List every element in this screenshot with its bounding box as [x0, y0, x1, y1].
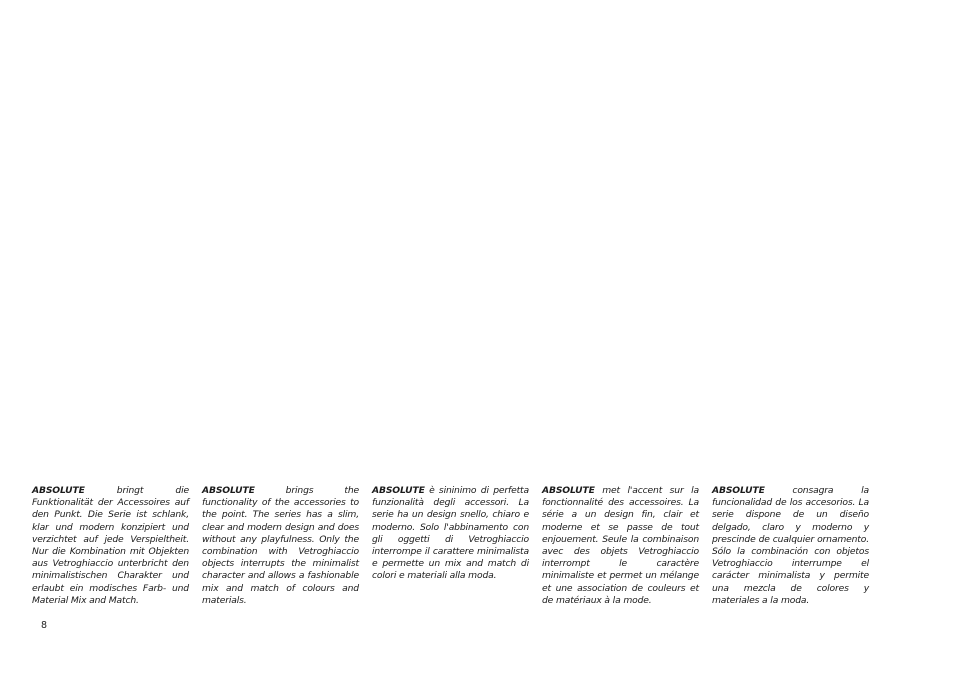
column-text: consagra la funcionalidad de los accesorios. La serie dispone de un diseño delgado, claro y moderno y prescinde de cualquier ornamento. Sólo la combinación con objetos Vetroghiaccio interrumpe el carácter minimalista y permite una mezcla de colores y materiales a la moda. — [712, 485, 869, 606]
brand-name: ABSOLUTE — [372, 485, 425, 496]
column-spanish — [712, 485, 869, 607]
column-text: bringt die Funktionalität der Accessoires auf den Punkt. Die Serie ist schlank, klar und modern konzipiert und verzichtet auf jede Verspieltheit. Nur die Kombination mit Objekten aus Vetroghiaccio unterbricht den minimalistischen Charakter und erlaubt ein modisches Farb- und Material Mix and Match. — [32, 485, 189, 606]
brand-name: ABSOLUTE — [712, 485, 765, 496]
column-text: è sininimo di perfetta funzionalità degli accessori. La serie ha un design snello, chiaro e moderno. Solo l'abbinamento con gli oggetti di Vetroghiaccio interrompe il carattere minimalista e permette un mix and match di colori e materiali alla moda. — [372, 485, 529, 582]
text-columns — [32, 485, 870, 607]
brand-name: ABSOLUTE — [32, 485, 85, 496]
column-text: brings the functionality of the accessories to the point. The series has a slim, clear and modern design and does without any playfulness. Only the combination with Vetroghiaccio objects interrupts the minimalist character and allows a fashionable mix and match of colours and materials. — [202, 485, 359, 606]
brand-name: ABSOLUTE — [542, 485, 595, 496]
brand-name: ABSOLUTE — [202, 485, 255, 496]
page-number: 8 — [41, 620, 48, 631]
column-french — [542, 485, 699, 607]
column-text: met l'accent sur la fonctionnalité des accessoires. La série a un design fin, clair et moderne et se passe de tout enjouement. Seule la combinaison avec des objets Vetroghiaccio interrompt le caractère minimaliste et permet un mélange et une association de couleurs et de matériaux à la mode. — [542, 485, 699, 606]
column-english — [202, 485, 359, 607]
column-german — [32, 485, 189, 607]
column-italian — [372, 485, 529, 607]
